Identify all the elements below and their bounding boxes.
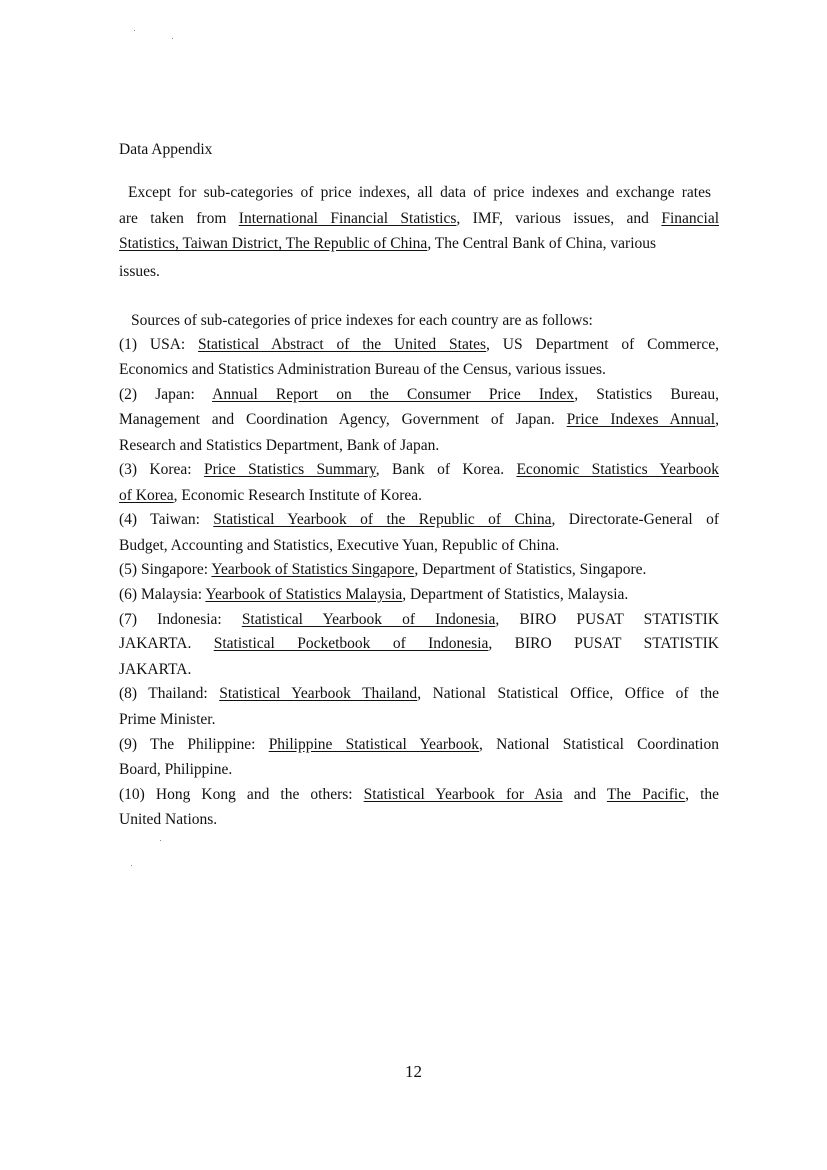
intro-line: Statistics, Taiwan District, The Republic of China, The Central Bank of China, various [119,235,657,252]
source-item: (5) Singapore: Yearbook of Statistics Singapore, Department of Statistics, Singapore. [119,561,647,578]
source-title: Financial [661,210,720,227]
scan-speck [160,840,161,841]
source-title: Price Statistics Summary [203,461,376,478]
intro-line: are taken from International Financial Statistics, IMF, various issues, and Financial [119,210,720,227]
source-title: Statistical Yearbook for Asia [363,786,563,803]
source-title: Philippine Statistical Yearbook [268,736,480,753]
scan-speck [131,865,132,866]
source-item: JAKARTA. Statistical Pocketbook of Indonesia, BIRO PUSAT STATISTIK [119,635,719,652]
sources-intro: Sources of sub-categories of price indexes for each country are as follows: [131,312,593,329]
source-title: Statistical Yearbook of the Republic of China [213,511,552,528]
source-item: Budget, Accounting and Statistics, Executive Yuan, Republic of China. [119,537,560,554]
source-item: JAKARTA. [119,661,192,678]
source-title: Statistical Abstract of the United States [198,336,487,353]
source-title: Yearbook of Statistics Malaysia [205,586,403,603]
source-title: Statistical Yearbook Thailand [219,685,418,702]
source-item: (8) Thailand: Statistical Yearbook Thailand, National Statistical Office, Office of the [119,685,719,702]
source-item: Economics and Statistics Administration Bureau of the Census, various issues. [119,361,606,378]
source-title: Price Indexes Annual [566,411,716,428]
source-item: Research and Statistics Department, Bank of Japan. [119,437,440,454]
source-item: Management and Coordination Agency, Government of Japan. Price Indexes Annual, [119,411,719,428]
scan-speck [172,38,173,39]
appendix-title: Data Appendix [119,141,213,158]
source-title: Yearbook of Statistics Singapore [211,561,415,578]
source-item: (6) Malaysia: Yearbook of Statistics Malaysia, Department of Statistics, Malaysia. [119,586,629,603]
intro-line: Except for sub-categories of price indexes, all data of price indexes and exchange rates [128,184,711,201]
source-title: Annual Report on the Consumer Price Index [212,386,575,403]
source-item: (3) Korea: Price Statistics Summary, Bank of Korea. Economic Statistics Yearbook [119,461,719,478]
source-title: Economic Statistics Yearbook [516,461,719,478]
source-item: of Korea, Economic Research Institute of Korea. [119,487,422,504]
source-item: Prime Minister. [119,711,216,728]
source-title: of Korea [119,487,174,504]
source-title: The Pacific [606,786,686,803]
source-title: International Financial Statistics [238,210,457,227]
source-item: United Nations. [119,811,218,828]
source-title: Statistical Yearbook of Indonesia [241,611,496,628]
source-item: Board, Philippine. [119,761,233,778]
source-item: (2) Japan: Annual Report on the Consumer Price Index, Statistics Bureau, [119,386,719,403]
source-item: (7) Indonesia: Statistical Yearbook of Indonesia, BIRO PUSAT STATISTIK [119,611,720,628]
intro-line: issues. [119,263,160,280]
scan-speck [134,30,135,31]
source-title: Statistics, Taiwan District, The Republic of China [119,235,428,252]
source-item: (9) The Philippine: Philippine Statistical Yearbook, National Statistical Coordination [119,736,719,753]
source-title: Statistical Pocketbook of Indonesia [213,635,489,652]
page-number: 12 [405,1062,422,1081]
source-item: (1) USA: Statistical Abstract of the United States, US Department of Commerce, [119,336,720,353]
source-item: (10) Hong Kong and the others: Statistical Yearbook for Asia and The Pacific, the [119,786,720,803]
source-item: (4) Taiwan: Statistical Yearbook of the Republic of China, Directorate-General of [119,511,719,528]
